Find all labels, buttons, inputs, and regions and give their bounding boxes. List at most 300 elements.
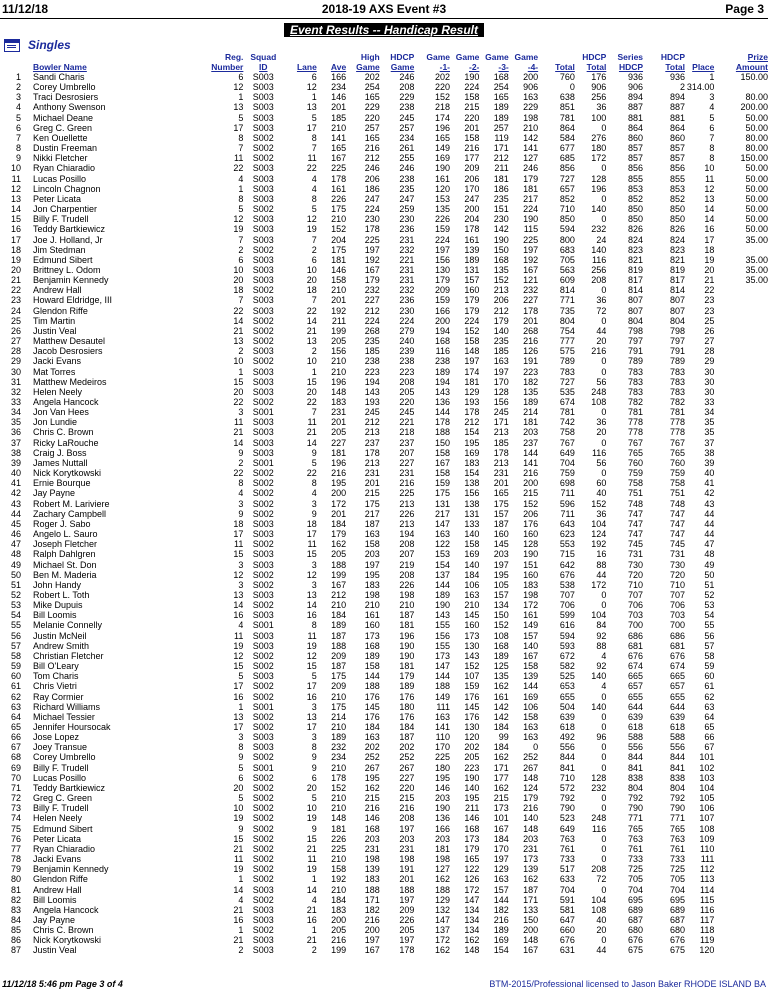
high-game: 163 (364, 732, 380, 743)
series-hdcp: 747 (628, 518, 644, 529)
place: 8 (709, 143, 715, 154)
game-1: 137 (434, 925, 451, 936)
game-2: 152 (464, 325, 480, 336)
game-1: 203 (434, 833, 451, 844)
squad-id: S001 (252, 457, 274, 468)
hdcp-game: 223 (399, 366, 415, 377)
reg-number: 11 (234, 539, 244, 550)
game-4: 200 (523, 478, 539, 489)
bowler-name: Billy F. Trudell (32, 214, 89, 225)
reg-number: 15 (233, 549, 244, 560)
col-g2-2: -2- (469, 62, 480, 72)
hdcp-grand-total: 706 (669, 600, 685, 611)
game-4: 201 (523, 315, 539, 326)
reg-number: 5 (238, 112, 244, 123)
lane: 10 (306, 803, 317, 814)
hdcp-total: 116 (591, 447, 607, 458)
bowler-name: Joey Transue (32, 742, 87, 753)
total: 676 (559, 935, 575, 946)
prize-amount: 50.00 (745, 214, 768, 225)
high-game: 167 (364, 945, 380, 956)
game-3: 179 (493, 315, 509, 326)
squad-id: S002 (252, 356, 274, 367)
row-index: 85 (10, 925, 21, 936)
place: 110 (700, 843, 715, 854)
squad-id: S003 (252, 82, 274, 93)
table-row (0, 712, 768, 722)
squad-id: S002 (252, 752, 274, 763)
high-game: 183 (364, 579, 380, 590)
high-game: 216 (364, 803, 380, 814)
squad-id: S003 (252, 630, 274, 641)
game-3: 213 (493, 285, 509, 296)
table-row (0, 763, 768, 773)
game-4: 144 (523, 447, 539, 458)
bowler-name: Angela Hancock (32, 397, 99, 407)
average: 231 (331, 407, 347, 418)
game-1: 135 (434, 204, 451, 215)
hdcp-game: 245 (399, 407, 415, 418)
game-4: 225 (523, 234, 539, 245)
row-index: 54 (10, 610, 21, 621)
total: 525 (559, 671, 575, 682)
hdcp-game: 191 (399, 864, 415, 875)
bowler-name: Angelo L. Sauro (32, 529, 98, 540)
hdcp-total: 0 (601, 711, 607, 722)
game-1: 153 (434, 549, 451, 560)
hdcp-game: 188 (399, 884, 415, 895)
series-hdcp: 792 (628, 793, 644, 804)
bowler-name: Justin Veal (32, 945, 77, 956)
game-1: 168 (434, 336, 451, 347)
squad-id: S002 (252, 681, 274, 692)
reg-number: 9 (238, 508, 244, 519)
game-3: 163 (493, 356, 509, 367)
place: 116 (700, 904, 715, 915)
hdcp-grand-total: 781 (669, 407, 685, 418)
row-index: 64 (10, 711, 21, 722)
hdcp-total: 140 (591, 244, 607, 255)
squad-id: S002 (252, 508, 274, 519)
average: 210 (331, 356, 347, 367)
row-index: 80 (10, 874, 21, 885)
hdcp-game: 197 (399, 823, 415, 834)
reg-number: 17 (233, 681, 244, 692)
average: 148 (331, 386, 347, 397)
bowler-name: Jon Lundie (32, 417, 78, 428)
game-2: 168 (464, 823, 480, 834)
table-row (0, 702, 768, 712)
hdcp-total: 0 (601, 214, 607, 225)
series-hdcp: 881 (628, 112, 644, 123)
game-1: 147 (434, 914, 451, 925)
game-4: 139 (523, 671, 539, 682)
place: 102 (699, 762, 715, 773)
hdcp-total: 232 (591, 224, 607, 235)
hdcp-game: 237 (399, 437, 415, 448)
bowler-name: Andrew Hall (32, 285, 82, 296)
bowler-name: Mike Dupuis (32, 600, 83, 611)
high-game: 200 (364, 925, 380, 936)
total: 556 (559, 742, 575, 753)
hdcp-grand-total: 695 (669, 894, 685, 905)
hdcp-total: 72 (596, 874, 607, 885)
hdcp-total: 128 (591, 772, 607, 783)
table-row (0, 224, 768, 234)
reg-number: 13 (233, 336, 244, 347)
game-3: 181 (493, 173, 509, 184)
game-3: 152 (493, 620, 509, 631)
game-2: 129 (464, 386, 480, 397)
game-3: 189 (493, 112, 509, 123)
place: 1 (709, 72, 715, 82)
game-3: 230 (493, 214, 509, 225)
game-1: 155 (434, 640, 451, 651)
hdcp-game: 207 (399, 549, 415, 560)
row-index: 78 (10, 854, 21, 865)
row-index: 60 (10, 671, 21, 682)
game-3: 160 (493, 529, 509, 540)
lane: 16 (306, 691, 317, 702)
col-prize-1: Prize (747, 52, 768, 62)
hdcp-game: 210 (399, 600, 415, 611)
game-2: 178 (464, 407, 480, 418)
hdcp-total: 0 (601, 752, 607, 763)
game-2: 120 (464, 732, 480, 743)
game-2: 138 (464, 498, 480, 509)
hdcp-total: 108 (591, 397, 607, 407)
total: 535 (559, 386, 575, 397)
game-2: 158 (464, 539, 480, 550)
prize-amount: 200.00 (740, 102, 768, 113)
total: 572 (559, 782, 575, 793)
lane: 11 (307, 417, 317, 428)
total: 759 (559, 468, 575, 479)
squad-id: S002 (252, 833, 274, 844)
place: 28 (704, 346, 715, 357)
total: 856 (559, 163, 575, 174)
average: 209 (331, 681, 347, 692)
average: 184 (331, 894, 347, 905)
game-4: 163 (523, 722, 539, 732)
squad-id: S003 (252, 72, 274, 82)
game-1: 180 (434, 762, 451, 773)
prize-amount (714, 824, 768, 834)
squad-id: S003 (252, 945, 274, 956)
row-index: 18 (10, 244, 21, 255)
game-3: 162 (493, 752, 509, 763)
game-2: 216 (464, 143, 480, 154)
bowler-name: Ray Cormier (32, 691, 84, 702)
high-game: 179 (364, 275, 380, 286)
reg-number: 22 (233, 468, 244, 479)
table-row (0, 184, 768, 194)
row-index: 55 (10, 620, 21, 631)
total: 800 (559, 234, 575, 245)
row-index: 87 (10, 945, 21, 956)
game-3: 185 (493, 346, 509, 357)
table-row (0, 326, 768, 336)
game-3: 135 (493, 671, 509, 682)
hdcp-total: 192 (591, 539, 607, 550)
row-index: 58 (10, 650, 21, 661)
table-row (0, 275, 768, 285)
game-3: 184 (493, 833, 509, 844)
total: 783 (559, 366, 575, 377)
total: 758 (559, 427, 575, 438)
table-row (0, 194, 768, 204)
row-index: 27 (10, 336, 21, 347)
hdcp-total: 172 (591, 579, 607, 590)
hdcp-total: 232 (591, 782, 607, 793)
bowler-name: Nikki Fletcher (32, 153, 88, 164)
series-hdcp: 751 (628, 488, 644, 499)
prize-amount: 50.00 (745, 163, 768, 174)
place: 29 (704, 356, 715, 367)
total: 660 (559, 925, 575, 936)
table-row (0, 336, 768, 346)
game-2: 134 (464, 904, 480, 915)
prize-amount: 150.00 (740, 153, 768, 164)
total: 844 (559, 752, 575, 763)
hdcp-total: 128 (591, 173, 607, 184)
average: 195 (331, 478, 347, 489)
bowler-name: Benjamin Kennedy (32, 864, 109, 875)
bowler-name: Nick Korytkowski (32, 935, 101, 946)
col-hdcp-total-2: Total (586, 62, 607, 72)
series-hdcp: 695 (628, 894, 644, 905)
average: 225 (331, 163, 347, 174)
bowler-name: Chris Vietri (32, 681, 77, 692)
game-2: 143 (464, 650, 480, 661)
total: 735 (559, 305, 575, 316)
series-hdcp: 761 (628, 843, 644, 854)
place: 35 (704, 417, 715, 428)
total: 623 (559, 529, 575, 540)
squad-id: S002 (252, 711, 274, 722)
bowler-name: Jay Payne (32, 914, 75, 925)
hdcp-game: 198 (399, 854, 415, 865)
game-1: 110 (435, 732, 451, 743)
game-2: 107 (464, 671, 480, 682)
bowler-name: Jon Charpentier (32, 204, 98, 215)
prize-amount (714, 519, 768, 529)
game-1: 159 (434, 295, 451, 306)
total: 763 (559, 833, 575, 844)
row-index: 48 (10, 549, 21, 560)
game-1: 200 (434, 315, 451, 326)
prize-amount (714, 885, 768, 895)
hdcp-grand-total: 881 (669, 112, 685, 123)
table-row (0, 610, 768, 620)
hdcp-game: 238 (399, 102, 415, 113)
game-1: 158 (434, 468, 451, 479)
hdcp-grand-total: 804 (669, 782, 685, 793)
hdcp-grand-total: 807 (669, 295, 685, 306)
hdcp-game: 245 (399, 112, 415, 123)
reg-number: 7 (238, 295, 244, 306)
game-4: 160 (523, 569, 539, 580)
squad-id: S002 (252, 782, 274, 793)
series-hdcp: 689 (628, 904, 644, 915)
hdcp-total: 906 (591, 82, 607, 93)
col-place: Place (692, 62, 715, 72)
squad-id: S002 (252, 204, 274, 215)
row-index: 65 (10, 722, 21, 732)
game-2: 160 (464, 620, 480, 631)
prize-amount (714, 631, 768, 641)
game-2: 195 (464, 437, 480, 448)
prize-amount (714, 539, 768, 549)
hdcp-total: 0 (601, 762, 607, 773)
bowler-name: Jacob Desrosiers (32, 346, 103, 357)
high-game: 268 (364, 325, 380, 336)
game-4: 198 (523, 112, 539, 123)
hdcp-grand-total: 798 (669, 325, 685, 336)
game-1: 155 (434, 620, 451, 631)
total: 792 (559, 793, 575, 804)
average: 226 (331, 833, 347, 844)
game-4: 135 (523, 386, 539, 397)
game-4: 224 (523, 204, 539, 215)
game-1: 188 (434, 427, 451, 438)
bowler-name: Helen Neely (32, 386, 82, 397)
game-1: 147 (434, 518, 451, 529)
reg-number: 17 (233, 529, 244, 540)
bowler-name: Michael Tessier (32, 711, 95, 722)
place: 67 (704, 742, 715, 753)
table-row (0, 651, 768, 661)
hdcp-grand-total: 751 (669, 488, 685, 499)
hdcp-grand-total: 687 (669, 914, 685, 925)
game-4: 232 (523, 285, 539, 296)
series-hdcp: 674 (628, 661, 644, 672)
reg-number: 3 (238, 407, 244, 418)
bowler-name: Justin McNeil (32, 630, 87, 641)
game-1: 181 (434, 843, 451, 854)
hdcp-grand-total: 703 (669, 610, 685, 621)
table-icon (4, 39, 20, 52)
hdcp-grand-total: 765 (669, 447, 685, 458)
total: 0 (569, 82, 575, 93)
series-hdcp: 817 (628, 275, 644, 286)
series-hdcp: 733 (628, 854, 644, 865)
hdcp-total: 44 (596, 325, 607, 336)
game-4: 237 (523, 437, 539, 448)
squad-id: S003 (252, 559, 274, 570)
series-hdcp: 860 (628, 132, 644, 143)
bowler-name: Robert L. Toth (32, 589, 90, 600)
row-index: 77 (10, 843, 21, 854)
high-game: 212 (364, 305, 380, 316)
game-2: 148 (464, 346, 480, 357)
hdcp-game: 181 (399, 620, 415, 631)
game-4: 197 (523, 244, 539, 255)
squad-id: S002 (252, 864, 274, 875)
place: 55 (704, 620, 715, 631)
squad-id: S002 (252, 285, 274, 296)
reg-number: 4 (238, 488, 244, 499)
prize-amount (714, 702, 768, 712)
series-hdcp: 765 (628, 447, 644, 458)
series-hdcp: 618 (628, 722, 644, 732)
total: 523 (559, 813, 575, 824)
row-index: 9 (15, 153, 21, 164)
squad-id: S003 (252, 183, 274, 194)
squad-id: S003 (252, 346, 274, 357)
hdcp-game: 240 (399, 336, 415, 347)
game-3: 171 (493, 417, 509, 428)
series-hdcp: 763 (628, 833, 644, 844)
average: 234 (331, 82, 347, 93)
hdcp-game: 259 (399, 204, 415, 215)
squad-id: S003 (252, 640, 274, 651)
game-3: 216 (493, 914, 509, 925)
series-hdcp: 783 (628, 386, 644, 397)
table-row (0, 631, 768, 641)
table-row (0, 285, 768, 295)
game-4: 190 (523, 214, 539, 225)
game-1: 203 (434, 793, 451, 804)
row-index: 35 (10, 417, 21, 428)
lane: 12 (306, 82, 317, 93)
table-row (0, 265, 768, 275)
table-row (0, 783, 768, 793)
hdcp-total: 24 (596, 234, 607, 245)
table-row (0, 935, 768, 945)
hdcp-grand-total: 710 (669, 579, 685, 590)
hdcp-game: 246 (399, 163, 415, 174)
high-game: 246 (364, 163, 380, 174)
place: 12 (704, 183, 715, 194)
row-index: 51 (10, 579, 21, 590)
place: 51 (704, 579, 715, 590)
row-index: 41 (10, 478, 21, 489)
game-2: 152 (464, 661, 480, 672)
squad-id: S003 (252, 112, 274, 123)
hdcp-total: 0 (601, 437, 607, 448)
series-hdcp: 778 (628, 417, 644, 428)
game-1: 127 (434, 864, 451, 875)
high-game: 223 (364, 366, 380, 377)
reg-number: 9 (238, 823, 244, 834)
hdcp-game: 208 (399, 82, 415, 93)
bowler-name: Andrew Hall (32, 884, 82, 895)
bowler-name: Jennifer Hoursocak (32, 722, 111, 732)
squad-id: S002 (252, 488, 274, 499)
hdcp-game: 208 (399, 376, 415, 387)
game-4: 214 (523, 407, 539, 418)
prize-amount (714, 600, 768, 610)
row-index: 29 (10, 356, 21, 367)
hdcp-game: 176 (399, 711, 415, 722)
game-1: 152 (434, 92, 451, 103)
reg-number: 2 (238, 945, 244, 956)
average: 167 (331, 153, 347, 164)
place: 23 (704, 295, 715, 306)
game-1: 224 (434, 234, 451, 245)
hdcp-total: 60 (596, 478, 607, 489)
bowler-name: Traci Desrosiers (32, 92, 99, 103)
game-1: 132 (434, 904, 451, 915)
hdcp-total: 0 (601, 884, 607, 895)
row-index: 10 (10, 163, 21, 174)
game-3: 178 (493, 447, 509, 458)
game-3: 135 (493, 264, 509, 275)
total: 649 (559, 823, 575, 834)
table-row (0, 692, 768, 702)
row-index: 3 (15, 92, 21, 103)
